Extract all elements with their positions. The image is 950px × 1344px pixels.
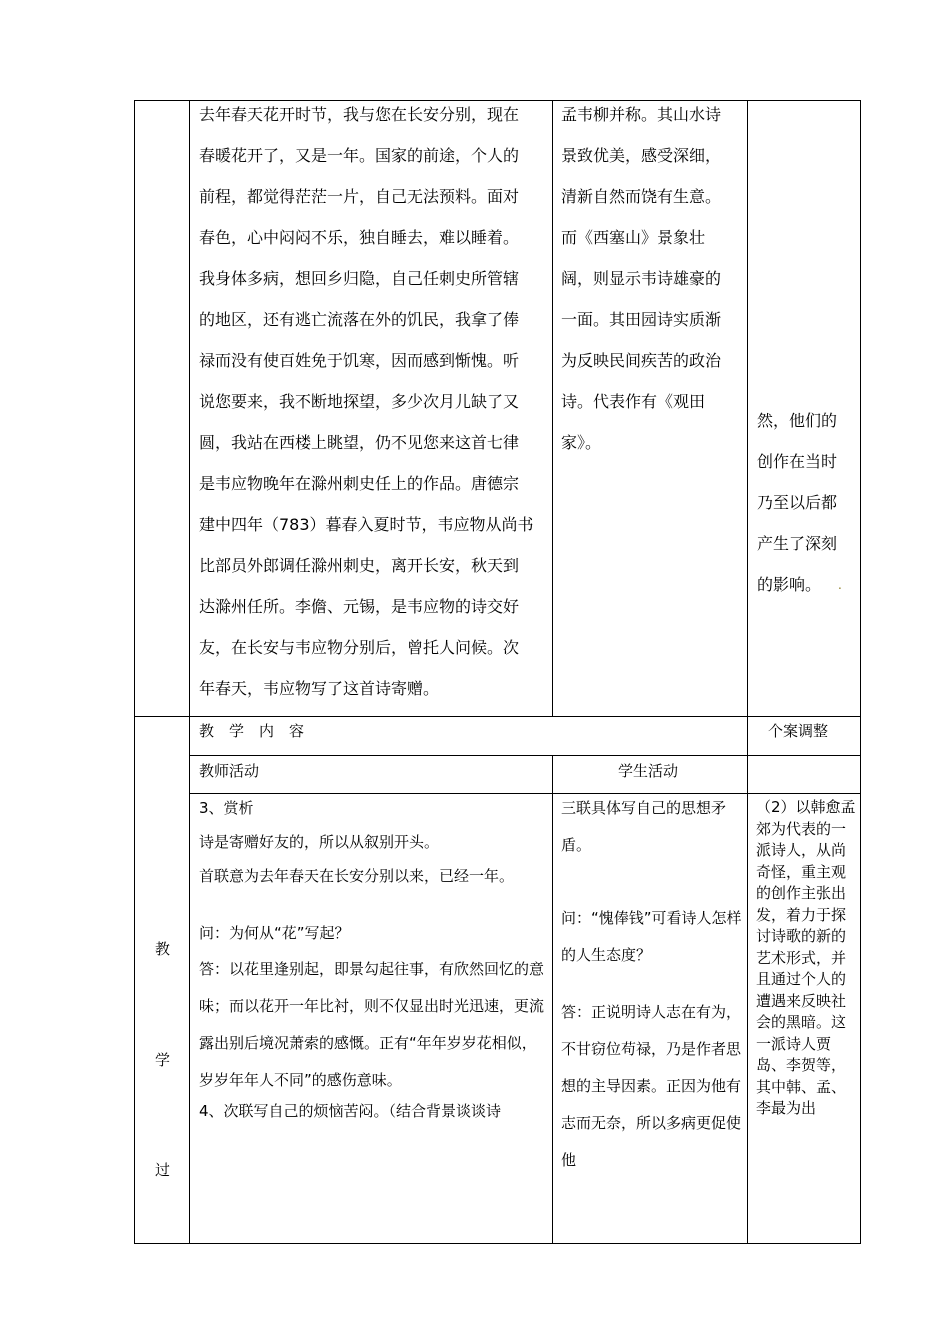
text-line: 圆，我站在西楼上眺望，仍不见您来这首七律: [199, 433, 520, 452]
adjustment-notes-continued: [757, 400, 857, 605]
student-activity-header: 学生活动: [618, 762, 679, 780]
text-para: 答：正说明诗人志在有为，不甘窃位苟禄，乃是作者思想的主导因素。正因为他有志而无奈，所以多病更促使他: [561, 1003, 742, 1169]
text-para: [199, 897, 545, 921]
text-line: 的影响。: [757, 575, 822, 594]
side-label-char: 学: [155, 1051, 171, 1069]
text-para: 4、次联写自己的烦恼苦闷。（结合背景谈谈诗: [199, 1102, 502, 1120]
table-bottom-border: [134, 1243, 861, 1244]
teacher-activity-content: [199, 796, 545, 1242]
text-para: [561, 864, 743, 900]
text-line: 清新自然而饶有生意。: [561, 187, 722, 206]
text-line: 阔，则显示韦诗雄豪的: [561, 269, 722, 288]
label-column-divider: [189, 100, 190, 1244]
case-adjustment-content: （2）以韩愈孟郊为代表的一派诗人，从尚奇怪，重主观的创作主张出发，着力于探讨诗歌的新的艺术形式，并且通过个人的遭遇来反映社会的黑暗。这一派诗人贾岛、李贺等，其中韩、孟、李最为出: [756, 798, 856, 1117]
text-line: 的地区，还有逃亡流落在外的饥民，我拿了俸: [199, 310, 520, 329]
header-row-divider: [189, 755, 861, 756]
text-line: 诗。代表作有《观田: [561, 392, 706, 411]
teacher-activity-header: 教师活动: [199, 762, 260, 780]
side-label-char: 过: [155, 1161, 171, 1179]
text-line: 然，他们的: [757, 411, 838, 430]
case-adjustment-header: 个案调整: [768, 722, 829, 740]
stray-mark: .: [838, 578, 842, 592]
text-line: 孟韦柳并称。其山水诗: [561, 105, 722, 124]
table-right-border: [860, 100, 861, 1244]
text-line: 景致优美，感受深细，: [561, 146, 722, 165]
text-line: 前程，都觉得茫茫一片，自己无法预料。面对: [199, 187, 520, 206]
text-line: 年春天，韦应物写了这首诗寄赠。: [199, 679, 440, 698]
subheader-row-divider: [189, 793, 861, 794]
text-para: 诗是寄赠好友的，所以从叙别开头。: [199, 833, 440, 851]
text-line: 而《西塞山》景象壮: [561, 228, 706, 247]
text-para: 问：“愧俸钱”可看诗人怎样的人生态度？: [561, 909, 742, 964]
text-line: 禄而没有使百姓免于饥寒，因而感到惭愧。听: [199, 351, 520, 370]
student-activity-continued: [561, 94, 743, 463]
table-left-border: [134, 100, 135, 1244]
text-line: 说您要来，我不断地探望，多少次月儿缺了又: [199, 392, 520, 411]
text-para: 3、赏析: [199, 799, 254, 817]
text-line: 创作在当时: [757, 452, 838, 471]
text-line: 我身体多病，想回乡归隐，自己任刺史所管辖: [199, 269, 520, 288]
text-line: 比部员外郎调任滁州刺史，离开长安，秋天到: [199, 556, 520, 575]
text-line: 是韦应物晚年在滁州刺史任上的作品。唐德宗: [199, 474, 520, 493]
text-para: 答：以花里逢别起，即景勾起往事，有欣然回忆的意味；而以花开一年比衬，则不仅显出时光迅速，更流露出别后境况萧索的感慨。正有“年年岁岁花相似，岁岁年年人不同”的感伤意味。: [199, 960, 545, 1089]
text-line: 友，在长安与韦应物分别后，曾托人问候。次: [199, 638, 520, 657]
text-line: 家》。: [561, 433, 602, 452]
teaching-content-header: 教 学 内 容: [199, 722, 305, 740]
student-activity-content: [561, 796, 743, 1242]
text-para: 首联意为去年春天在长安分别以来，已经一年。: [199, 867, 515, 885]
text-line: 一面。其田园诗实质渐: [561, 310, 722, 329]
side-label-char: 教: [155, 940, 171, 958]
teacher-student-divider-bottom: [552, 755, 553, 1244]
text-line: 春暖花开了，又是一年。国家的前途，个人的: [199, 146, 520, 165]
text-line: 建中四年（783）暮春入夏时节，韦应物从尚书: [199, 515, 534, 534]
text-line: 达滁州任所。李儋、元锡，是韦应物的诗交好: [199, 597, 520, 616]
section-divider: [134, 716, 861, 717]
teacher-activity-continued: [199, 94, 547, 709]
text-line: 乃至以后都: [757, 493, 838, 512]
text-line: 为反映民间疾苦的政治: [561, 351, 722, 370]
notes-column-divider: [747, 100, 748, 1244]
text-para: [561, 974, 743, 994]
text-line: 去年春天花开时节，我与您在长安分别，现在: [199, 105, 520, 124]
text-para: 三联具体写自己的思想矛盾。: [561, 799, 727, 854]
text-line: 春色，心中闷闷不乐，独自睡去，难以睡着。: [199, 228, 520, 247]
text-line: 产生了深刻: [757, 534, 838, 553]
teacher-student-divider-top: [552, 100, 553, 716]
text-para: 问：为何从“花”写起？: [199, 924, 350, 942]
